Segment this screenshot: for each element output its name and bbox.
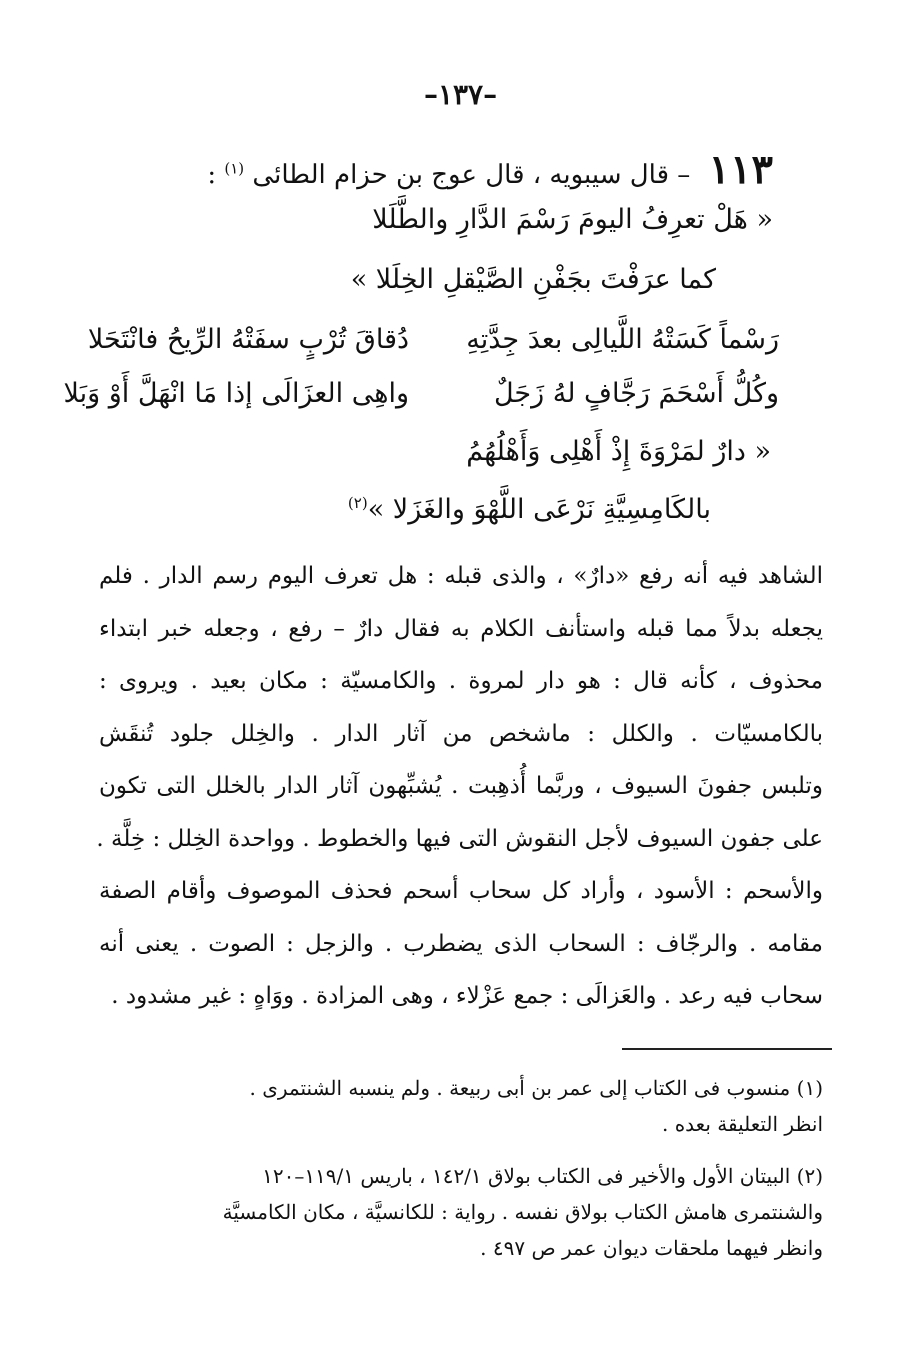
commentary-line: بالكامسيّات . والكلل : ماشخص من آثار الدار . والخِلل جلود تُنقَش xyxy=(99,720,823,747)
commentary-line: على جفون السيوف لأجل النقوش التى فيها والخطوط . وواحدة الخِلل : خِلَّة . xyxy=(96,825,823,852)
footnote-1 xyxy=(99,1070,823,1142)
verse-pair-2 xyxy=(63,378,779,409)
verse-line-3: « دارٌ لمَرْوَةَ إِذْ أَهْلِى وَأَهْلُهُمُ xyxy=(466,436,771,467)
footnote-line: وانظر فيهما ملحقات ديوان عمر ص ٤٩٧ . xyxy=(480,1236,823,1260)
commentary-line: يجعله بدلاً مما قبله واستأنف الكلام به فقال دارٌ – رفع ، وجعله خبر ابتداء xyxy=(99,615,823,642)
footnote-ref-1: (١) xyxy=(224,159,245,178)
commentary-line: والأسحم : الأسود ، وأراد كل سحاب أسحم فحذف الموصوف وأقام الصفة xyxy=(99,878,823,904)
commentary-line: مقامه . والرجّاف : السحاب الذى يضطرب . والزجل : الصوت . يعنى أنه xyxy=(99,930,823,957)
commentary-line: الشاهد فيه أنه رفع «دارٌ» ، والذى قبله : هل تعرف اليوم رسم الدار . فلم xyxy=(99,563,823,589)
hemistich-left: واهِى العزَالَى إذا مَا انْهَلَّ أَوْ وَبَلا xyxy=(63,378,409,409)
hemistich-right: رَسْماً كَسَتْهُ اللَّيالِى بعدَ جِدَّتِهِ xyxy=(466,324,779,355)
entry-intro: – قال سيبويه ، قال عوج بن حزام الطائى xyxy=(252,160,691,190)
hemistich-right: وكُلُّ أَسْحَمَ رَجَّافٍ لهُ زَجَلٌ xyxy=(493,378,779,409)
hemistich-left: دُقاقَ تُرْبٍ سفَتْهُ الرِّيحُ فانْتَحَلا xyxy=(87,324,409,355)
footnote-line: والشنتمرى هامش الكتاب بولاق نفسه . رواية : للكانسيَّة ، مكان الكامسيَّة xyxy=(222,1200,823,1224)
commentary-line: سحاب فيه رعد . والعَزالَى : جمع عَزْلاء ، وهى المزادة . ووَاهٍ : غير مشدود . xyxy=(111,983,823,1009)
verse-line-4-text: بالكَامِسِيَّةِ نَرْعَى اللَّهْوَ والغَزَلا » xyxy=(367,494,711,525)
verse-line-4 xyxy=(348,494,711,525)
commentary-paragraph xyxy=(96,550,823,1023)
footnote-line: (١) منسوب فى الكتاب إلى عمر بن أبى ربيعة . ولم ينسبه الشنتمرى . xyxy=(249,1076,823,1100)
entry-number: ١١٣ xyxy=(708,146,773,193)
verse-line-1: « هَلْ تعرِفُ اليومَ رَسْمَ الدَّارِ والطَّلَلا xyxy=(372,204,773,235)
verse-line-2: كما عرَفْتَ بجَفْنِ الصَّيْقلِ الخِلَلا » xyxy=(350,264,716,295)
commentary-line: وتلبس جفونَ السيوف ، وربَّما أُذهِبت . يُشبِّهون آثار الدار بالخلل التى تكون xyxy=(99,773,823,799)
commentary-line: محذوف ، كأنه قال : هو دار لمروة . والكامسيّة : مكان بعيد . ويروى : xyxy=(99,668,823,694)
footnote-ref-2: (٢) xyxy=(347,494,368,512)
entry-heading xyxy=(133,146,773,193)
footnote-line: انظر التعليقة بعده . xyxy=(661,1112,823,1136)
page-number: –١٣٧– xyxy=(423,78,498,111)
footnote-line: (٢) البيتان الأول والأخير فى الكتاب بولاق ١٤٢/١ ، باريس ١١٩/١–١٢٠ xyxy=(262,1164,823,1188)
footnote-2 xyxy=(99,1158,823,1266)
footnote-divider xyxy=(622,1048,832,1050)
entry-colon: : xyxy=(207,160,217,190)
verse-pair-1 xyxy=(79,324,779,355)
